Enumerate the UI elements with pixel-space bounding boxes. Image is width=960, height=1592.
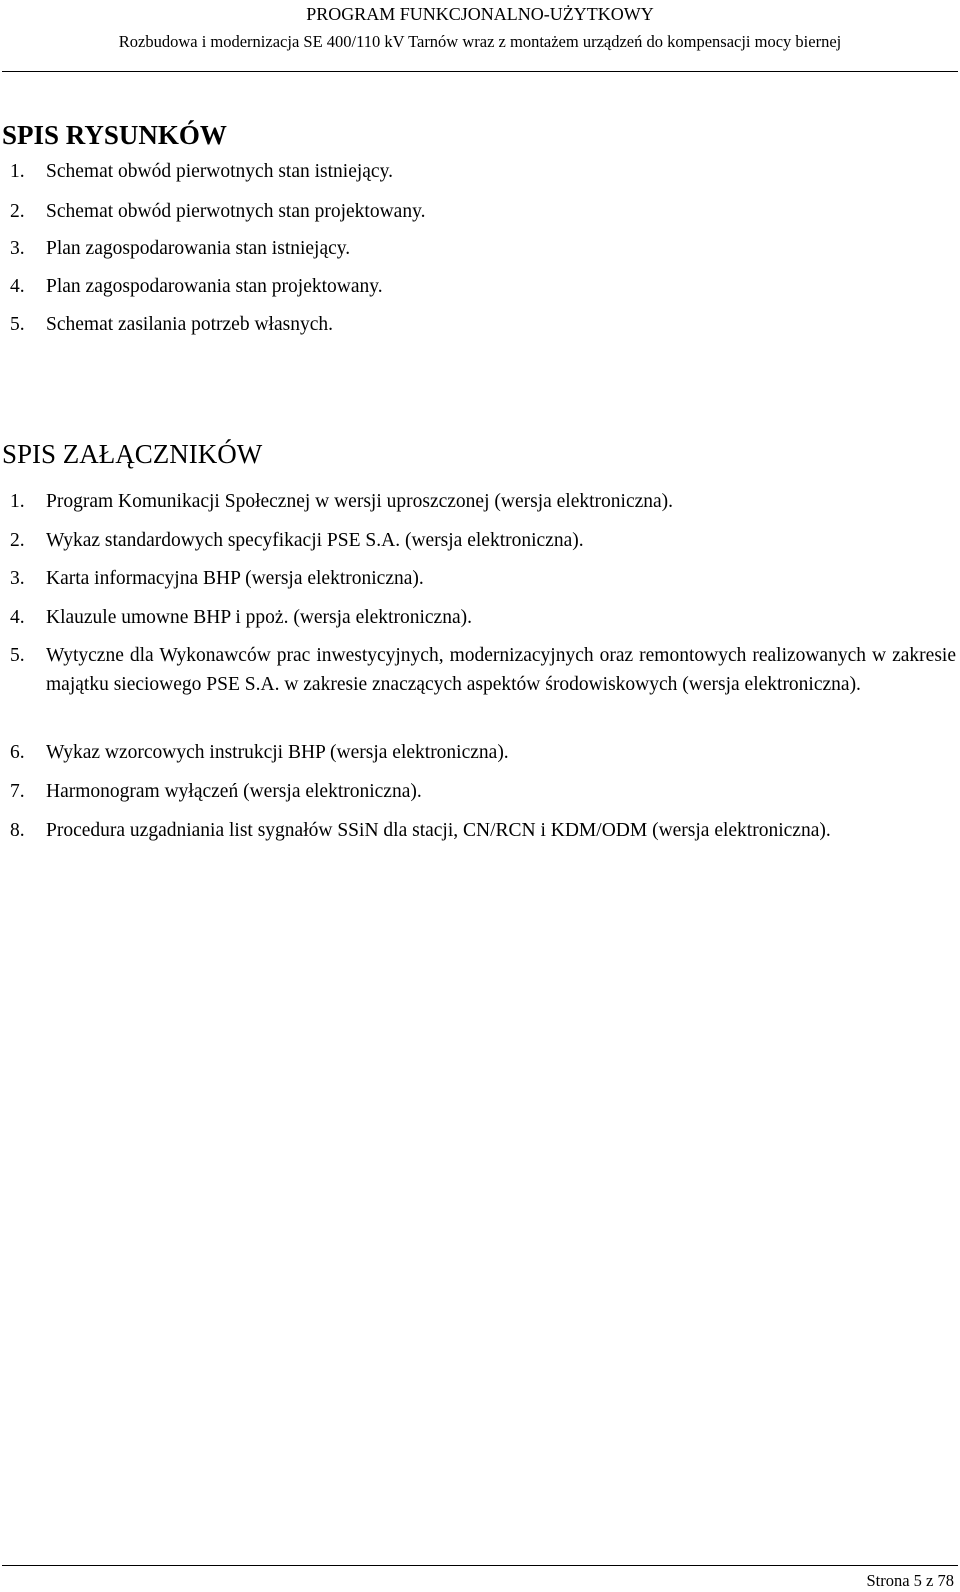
list-item [10,777,956,806]
list-item-number: 3. [10,568,25,589]
list-item-number: 3. [10,238,25,259]
footer-divider [2,1565,958,1566]
list-item [10,564,956,593]
list-item [10,237,350,261]
list-item-number: 1. [10,491,25,512]
list-item-text: Plan zagospodarowania stan istniejący. [46,238,351,259]
list-item-text: Karta informacyjna BHP (wersja elektroniczna). [46,568,424,589]
list-item-text: Plan zagospodarowania stan projektowany. [46,276,383,297]
list-item [10,275,383,299]
list-item-text: Wytyczne dla Wykonawców prac inwestycyjnych, modernizacyjnych oraz remontowych realizowanych w zakresie majątku sieciowego PSE S.A. w zakresie znaczących aspektów środowiskowych (wersja elektroniczna). [46,645,956,695]
header-divider [2,71,958,72]
list-item-text: Schemat zasilania potrzeb własnych. [46,314,333,335]
list-item [10,641,956,699]
list-item [10,313,333,337]
list-item [10,200,425,224]
list-item [10,487,956,516]
list-item-number: 7. [10,781,25,802]
list-item-number: 1. [10,161,25,182]
list-item-number: 8. [10,820,25,841]
list-item-number: 4. [10,276,25,297]
list-item-number: 5. [10,314,25,335]
list-item-number: 4. [10,607,25,628]
list-item [10,160,393,184]
list-item-number: 5. [10,645,25,666]
list-item [10,603,956,632]
list-item [10,816,956,845]
list-item-text: Klauzule umowne BHP i ppoż. (wersja elektroniczna). [46,607,472,628]
list-item-text: Harmonogram wyłączeń (wersja elektroniczna). [46,781,422,802]
figures-heading: SPIS RYSUNKÓW [2,120,227,150]
list-item [10,526,956,555]
list-item-text: Wykaz standardowych specyfikacji PSE S.A. (wersja elektroniczna). [46,530,584,551]
list-item [10,738,956,767]
list-item-number: 2. [10,201,25,222]
document-title: PROGRAM FUNKCJONALNO-UŻYTKOWY [306,4,654,24]
list-item-text: Schemat obwód pierwotnych stan projektowany. [46,201,426,222]
list-item-text: Schemat obwód pierwotnych stan istniejący. [46,161,393,182]
list-item-number: 2. [10,530,25,551]
list-item-text: Wykaz wzorcowych instrukcji BHP (wersja elektroniczna). [46,742,509,763]
page-number: Strona 5 z 78 [866,1571,954,1590]
list-item-text: Program Komunikacji Społecznej w wersji uproszczonej (wersja elektroniczna). [46,491,674,512]
document-subtitle: Rozbudowa i modernizacja SE 400/110 kV Tarnów wraz z montażem urządzeń do kompensacji mocy biernej [118,32,842,51]
list-item-text: Procedura uzgadniania list sygnałów SSiN dla stacji, CN/RCN i KDM/ODM (wersja elektroniczna). [46,820,831,841]
attachments-heading: SPIS ZAŁĄCZNIKÓW [2,439,263,469]
list-item-number: 6. [10,742,25,763]
